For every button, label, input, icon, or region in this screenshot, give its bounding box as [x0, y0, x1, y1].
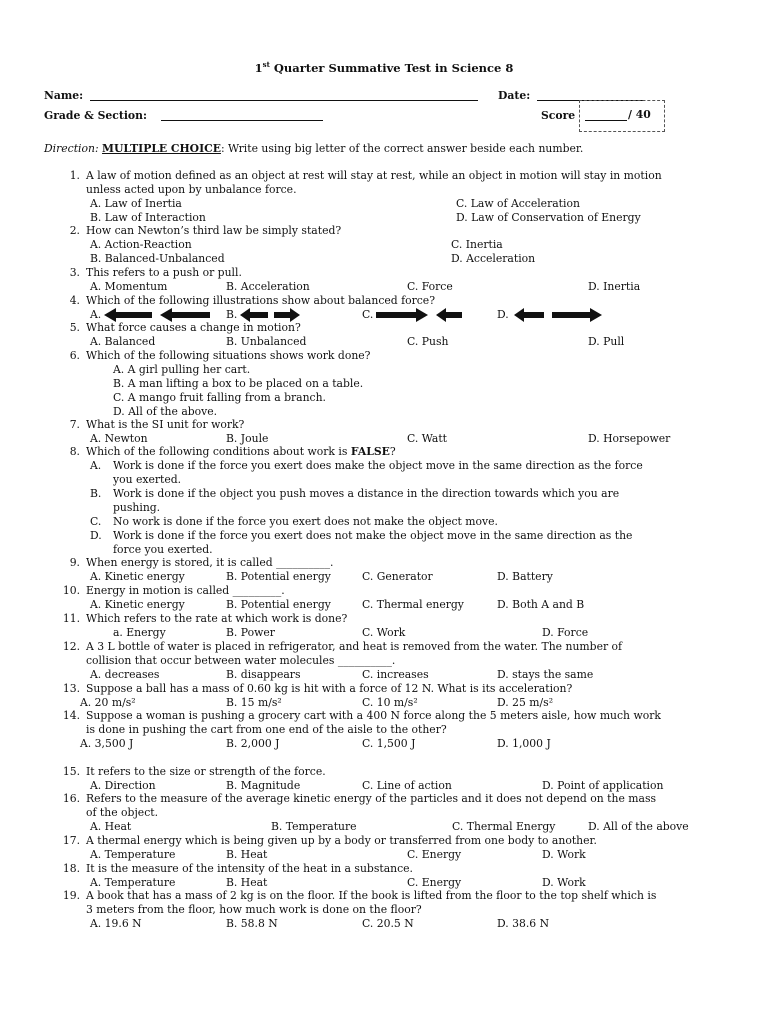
q18-option-d: D. Work	[542, 876, 586, 889]
direction-text: : Write using big letter of the correct answer beside each number.	[220, 142, 584, 155]
q1-option-d: D. Law of Conservation of Energy	[456, 211, 641, 224]
q16-option-d: D. All of the above	[588, 820, 689, 833]
q9-option-d: D. Battery	[497, 570, 553, 583]
q5-option-b: B. Unbalanced	[226, 335, 307, 348]
direction-lead: Direction:	[44, 142, 99, 155]
question-3: 3. This refers to a push or pull.	[69, 266, 242, 279]
q8-option-c: No work is done if the force you exert does not make the object move.	[113, 515, 498, 528]
arrow-left-icon	[240, 308, 268, 322]
q12-option-d: D. stays the same	[497, 668, 594, 681]
direction	[44, 142, 583, 155]
question-12-cont: collision that occur between water molecules __________.	[86, 654, 396, 667]
q13-option-a: A. 20 m/s²	[80, 696, 136, 709]
q7-option-b: B. Joule	[226, 432, 269, 445]
q7-option-a: A. Newton	[90, 432, 148, 445]
q5-option-a: A. Balanced	[90, 335, 156, 348]
page-title: 1st Quarter Summative Test in Science 8	[254, 60, 514, 75]
q8-option-d: Work is done if the force you exert does not make the object move in the same direction as the	[113, 529, 633, 542]
q17-option-d: D. Work	[542, 848, 586, 861]
q1-option-a: A. Law of Inertia	[90, 197, 182, 210]
q1-option-b: B. Law of Interaction	[90, 211, 206, 224]
question-6: 6. Which of the following situations shows work done?	[69, 349, 371, 362]
q16-option-a: A. Heat	[90, 820, 132, 833]
q2-option-b: B. Balanced-Unbalanced	[90, 252, 225, 265]
q14-option-d: D. 1,000 J	[497, 737, 551, 750]
question-1: 1. A law of motion defined as an object at rest will stay at rest, while an object in motion will stay in motion	[69, 169, 662, 182]
q15-option-a: A. Direction	[90, 779, 156, 792]
arrow-right-icon	[376, 308, 428, 322]
question-18: 18. It is the measure of the intensity of the heat in a substance.	[62, 862, 413, 875]
q8-option-d-letter: D.	[90, 529, 102, 542]
question-2: 2. How can Newton’s third law be simply stated?	[69, 224, 342, 237]
q8-option-b: Work is done if the object you push moves a distance in the direction towards which you are	[113, 487, 620, 500]
q8-option-b-cont: pushing.	[113, 501, 161, 514]
q3-option-d: D. Inertia	[588, 280, 641, 293]
q10-option-d: D. Both A and B	[497, 598, 585, 611]
q6-option-b: B. A man lifting a box to be placed on a table.	[113, 377, 364, 390]
q8-option-a-cont: you exerted.	[113, 473, 182, 486]
q16-option-b: B. Temperature	[271, 820, 357, 833]
q15-option-b: B. Magnitude	[226, 779, 301, 792]
q15-option-c: C. Line of action	[362, 779, 452, 792]
score-total: / 40	[628, 108, 651, 121]
q3-option-a: A. Momentum	[90, 280, 168, 293]
q8-option-a: Work is done if the force you exert does make the object move in the same direction as the force	[113, 459, 643, 472]
q4-option-c: C.	[362, 308, 374, 321]
score-field[interactable]	[585, 119, 627, 121]
name-label: Name:	[44, 89, 84, 102]
question-14-cont: is done in pushing the cart from one end of the aisle to the other?	[86, 723, 447, 736]
arrow-left-icon	[436, 308, 462, 322]
question-15: 15. It refers to the size or strength of the force.	[62, 765, 326, 778]
question-4: 4. Which of the following illustrations show about balanced force?	[69, 294, 435, 307]
q6-option-d: D. All of the above.	[113, 405, 218, 418]
score-label: Score	[541, 109, 576, 122]
q7-option-d: D. Horsepower	[588, 432, 671, 445]
q1-option-c: C. Law of Acceleration	[456, 197, 580, 210]
question-14: 14. Suppose a woman is pushing a grocery cart with a 400 N force along the 5 meters aisle, how much work	[62, 709, 661, 722]
q12-option-b: B. disappears	[226, 668, 301, 681]
arrow-left-icon	[514, 308, 544, 322]
q9-option-a: A. Kinetic energy	[90, 570, 185, 583]
question-13: 13. Suppose a ball has a mass of 0.60 kg is hit with a force of 12 N. What is its acceleration?	[62, 682, 573, 695]
question-16: 16. Refers to the measure of the average kinetic energy of the particles and it does not depend on the mass	[62, 792, 657, 805]
q12-option-a: A. decreases	[90, 668, 160, 681]
question-16-cont: of the object.	[86, 806, 159, 819]
q8-option-a-letter: A.	[90, 459, 102, 472]
q2-option-a: A. Action-Reaction	[90, 238, 192, 251]
q17-option-a: A. Temperature	[90, 848, 176, 861]
question-7: 7. What is the SI unit for work?	[69, 418, 245, 431]
question-10: 10. Energy in motion is called _________.	[62, 584, 285, 597]
q6-option-a: A. A girl pulling her cart.	[113, 363, 251, 376]
arrow-right-icon	[274, 308, 300, 322]
q19-option-a: A. 19.6 N	[90, 917, 142, 930]
score-box	[579, 100, 665, 132]
q11-option-d: D. Force	[542, 626, 589, 639]
arrow-right-icon	[552, 308, 602, 322]
q19-option-b: B. 58.8 N	[226, 917, 278, 930]
q18-option-a: A. Temperature	[90, 876, 176, 889]
grade-section-label: Grade & Section:	[44, 109, 147, 122]
q7-option-c: C. Watt	[407, 432, 448, 445]
q18-option-b: B. Heat	[226, 876, 268, 889]
q19-option-c: C. 20.5 N	[362, 917, 414, 930]
question-11: 11. Which refers to the rate at which work is done?	[62, 612, 348, 625]
name-field[interactable]	[90, 99, 478, 101]
q9-option-b: B. Potential energy	[226, 570, 331, 583]
question-12: 12. A 3 L bottle of water is placed in refrigerator, and heat is removed from the water. The number of	[62, 640, 623, 653]
q2-option-d: D. Acceleration	[451, 252, 536, 265]
q4-option-a: A.	[90, 308, 102, 321]
q5-option-d: D. Pull	[588, 335, 625, 348]
question-9: 9. When energy is stored, it is called __________.	[69, 556, 334, 569]
grade-section-field[interactable]	[161, 119, 323, 121]
question-1-cont: unless acted upon by unbalance force.	[86, 183, 297, 196]
q17-option-b: B. Heat	[226, 848, 268, 861]
q17-option-c: C. Energy	[407, 848, 462, 861]
question-17: 17. A thermal energy which is being given up by a body or transferred from one body to another.	[62, 834, 597, 847]
q14-option-a: A. 3,500 J	[80, 737, 134, 750]
q6-option-c: C. A mango fruit falling from a branch.	[113, 391, 326, 404]
q14-option-b: B. 2,000 J	[226, 737, 280, 750]
q8-option-d-cont: force you exerted.	[113, 543, 213, 556]
q18-option-c: C. Energy	[407, 876, 462, 889]
q12-option-c: C. increases	[362, 668, 429, 681]
q9-option-c: C. Generator	[362, 570, 433, 583]
q3-option-c: C. Force	[407, 280, 453, 293]
q10-option-c: C. Thermal energy	[362, 598, 464, 611]
q4-option-b: B.	[226, 308, 238, 321]
q10-option-b: B. Potential energy	[226, 598, 331, 611]
q14-option-c: C. 1,500 J	[362, 737, 416, 750]
q13-option-d: D. 25 m/s²	[497, 696, 554, 709]
question-19: 19. A book that has a mass of 2 kg is on the floor. If the book is lifted from the floor to the top shelf which is	[62, 889, 657, 902]
q11-option-c: C. Work	[362, 626, 406, 639]
q11-option-b: B. Power	[226, 626, 275, 639]
question-5: 5. What force causes a change in motion?	[69, 321, 301, 334]
direction-type: MULTIPLE CHOICE	[102, 142, 221, 155]
q19-option-d: D. 38.6 N	[497, 917, 550, 930]
q16-option-c: C. Thermal Energy	[452, 820, 556, 833]
q3-option-b: B. Acceleration	[226, 280, 310, 293]
question-8: 8. Which of the following conditions about work is FALSE?	[69, 445, 396, 458]
q8-option-c-letter: C.	[90, 515, 102, 528]
question-19-cont: 3 meters from the floor, how much work is done on the floor?	[86, 903, 422, 916]
q13-option-c: C. 10 m/s²	[362, 696, 418, 709]
q2-option-c: C. Inertia	[451, 238, 503, 251]
q8-option-b-letter: B.	[90, 487, 102, 500]
date-label: Date:	[498, 89, 531, 102]
q10-option-a: A. Kinetic energy	[90, 598, 185, 611]
q15-option-d: D. Point of application	[542, 779, 664, 792]
arrow-left-icon	[104, 308, 152, 322]
q13-option-b: B. 15 m/s²	[226, 696, 282, 709]
arrow-left-icon	[160, 308, 210, 322]
q4-option-d: D.	[497, 308, 509, 321]
q11-option-a: a. Energy	[113, 626, 166, 639]
q5-option-c: C. Push	[407, 335, 449, 348]
